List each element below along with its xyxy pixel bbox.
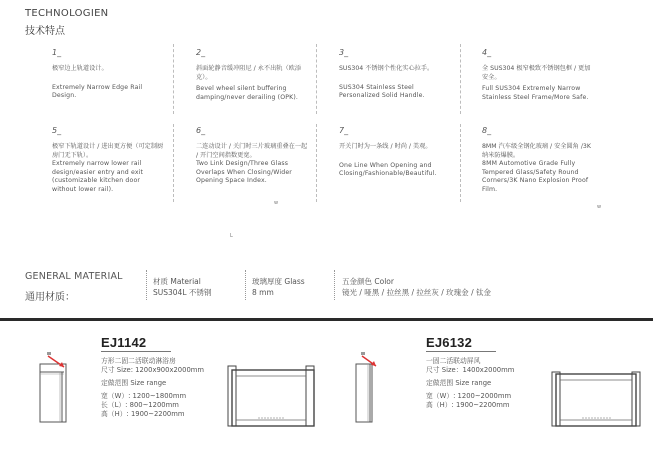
feature-6 xyxy=(196,126,308,186)
column-divider xyxy=(460,44,461,114)
column-divider xyxy=(316,124,317,202)
feature-number: 2_ xyxy=(196,48,206,57)
feature-text-en: Bevel wheel silent buffering damping/never derailing (OPK). xyxy=(196,85,299,101)
feature-number: 1_ xyxy=(52,48,62,57)
size-range-line: 高（H）: 1900~2200mm xyxy=(426,400,510,409)
product-specs xyxy=(426,357,514,410)
material-value: SUS304L 不锈钢 xyxy=(153,288,212,297)
stray-mark: L xyxy=(230,233,233,239)
feature-text-cn: 极窄边上轨道设计。 xyxy=(52,65,108,72)
size-range-title: 定做范围 Size range xyxy=(426,379,492,388)
section-title-en: TECHNOLOGIEN xyxy=(25,8,109,19)
feature-text-cn: 开关门时为一条线 / 时尚 / 美观。 xyxy=(339,143,432,150)
feature-number: 7_ xyxy=(339,126,349,135)
color-value: 镜光 / 哑黑 / 拉丝黑 / 拉丝灰 / 玫瑰金 / 钛金 xyxy=(342,288,491,297)
stray-mark: w xyxy=(274,200,279,206)
column-divider xyxy=(316,44,317,114)
feature-2 xyxy=(196,48,308,102)
size-range-line: 宽（W）: 1200~1800mm xyxy=(101,391,187,400)
material-divider xyxy=(334,270,335,300)
material-title-cn: 通用材质： xyxy=(25,292,75,303)
feature-text-cn: 8MM 汽车级全钢化玻璃 / 安全圆角 /3K 纳米防爆膜。 xyxy=(482,143,591,159)
feature-text-en: Extremely Narrow Edge Rail Design. xyxy=(52,83,143,100)
feature-text-en: 8MM Automotive Grade Fully Tempered Glass/Safety Round Corners/3K Nano Explosion Proof Film. xyxy=(482,160,589,193)
ej1142-plan-diagram xyxy=(38,352,74,424)
glass-value: 8 mm xyxy=(252,288,274,297)
product-code: EJ1142 xyxy=(101,335,147,350)
feature-text-en: One Line When Opening and Closing/Fashionable/Beautiful. xyxy=(339,161,437,178)
feature-1 xyxy=(52,48,164,101)
color-label: 五金颜色 Color xyxy=(342,277,394,286)
section-divider xyxy=(0,318,653,321)
feature-number: 3_ xyxy=(339,48,349,57)
size-range-line: 宽（W）: 1200~2000mm xyxy=(426,391,512,400)
feature-8 xyxy=(482,126,594,195)
feature-3 xyxy=(339,48,451,101)
column-divider xyxy=(173,44,174,114)
column-divider xyxy=(460,124,461,202)
size-range-line: 长（L）: 800~1200mm xyxy=(101,400,179,409)
feature-text-cn: 极窄下轨道设计 / 进出更方便（可定制厨房门无下轨）。 xyxy=(52,143,164,159)
column-divider xyxy=(173,124,174,202)
material-divider xyxy=(146,270,147,300)
glass-label: 玻璃厚度 Glass xyxy=(252,277,305,286)
feature-text-cn: 二连动设计 / 关门时三片玻璃重叠在一起 / 开门空间指数更宽。 xyxy=(196,143,308,159)
feature-text-cn: 斜面轮静音缓冲阻尼 / 永不出轨（欧添克）。 xyxy=(196,65,302,81)
material-spec xyxy=(153,276,211,298)
feature-text-en: Full SUS304 Extremely Narrow Stainless Steel Frame/More Safe. xyxy=(482,85,589,101)
product-size: 尺寸 Size：1400x2000mm xyxy=(426,366,515,375)
feature-text-cn: 全 SUS304 极窄极致不锈钢包框 / 更加安全。 xyxy=(482,65,591,81)
feature-number: 8_ xyxy=(482,126,492,135)
feature-number: 5_ xyxy=(52,126,62,135)
feature-4 xyxy=(482,48,594,102)
feature-number: 4_ xyxy=(482,48,492,57)
code-underline xyxy=(426,351,496,352)
feature-text-en: Two Link Design/Three Glass Overlaps When Closing/Wider Opening Space Index. xyxy=(196,160,292,185)
product-code: EJ6132 xyxy=(426,335,473,350)
feature-text-cn: SUS304 不锈钢个性化实心拉手。 xyxy=(339,65,434,72)
product-type: 一固二活联动屏风 xyxy=(426,357,481,365)
feature-text-en: Extremely narrow lower rail design/easier entry and exit (customizable kitchen door without lower rail). xyxy=(52,160,144,193)
material-title-en: GENERAL MATERIAL xyxy=(25,271,123,282)
size-range-line: 高（H）: 1900~2200mm xyxy=(101,410,185,419)
size-range-title: 定做范围 Size range xyxy=(101,379,167,388)
material-divider xyxy=(245,270,246,300)
material-label: 材质 Material xyxy=(153,277,201,286)
color-spec xyxy=(342,276,491,298)
ej6132-front-view xyxy=(552,372,642,428)
feature-7 xyxy=(339,126,451,179)
product-specs xyxy=(101,357,204,419)
feature-text-en: SUS304 Stainless Steel Personalized Solid Handle. xyxy=(339,83,425,100)
feature-5 xyxy=(52,126,164,195)
ej6132-plan-diagram xyxy=(354,352,384,424)
product-type: 方形二固二活联动淋浴房 xyxy=(101,357,176,365)
product-size: 尺寸 Size: 1200x900x2000mm xyxy=(101,366,205,375)
ej1142-front-view xyxy=(228,366,320,428)
stray-mark: w xyxy=(597,204,602,210)
glass-spec xyxy=(252,276,305,298)
feature-number: 6_ xyxy=(196,126,206,135)
code-underline xyxy=(101,351,171,352)
section-title-cn: 技术特点 xyxy=(25,26,65,37)
